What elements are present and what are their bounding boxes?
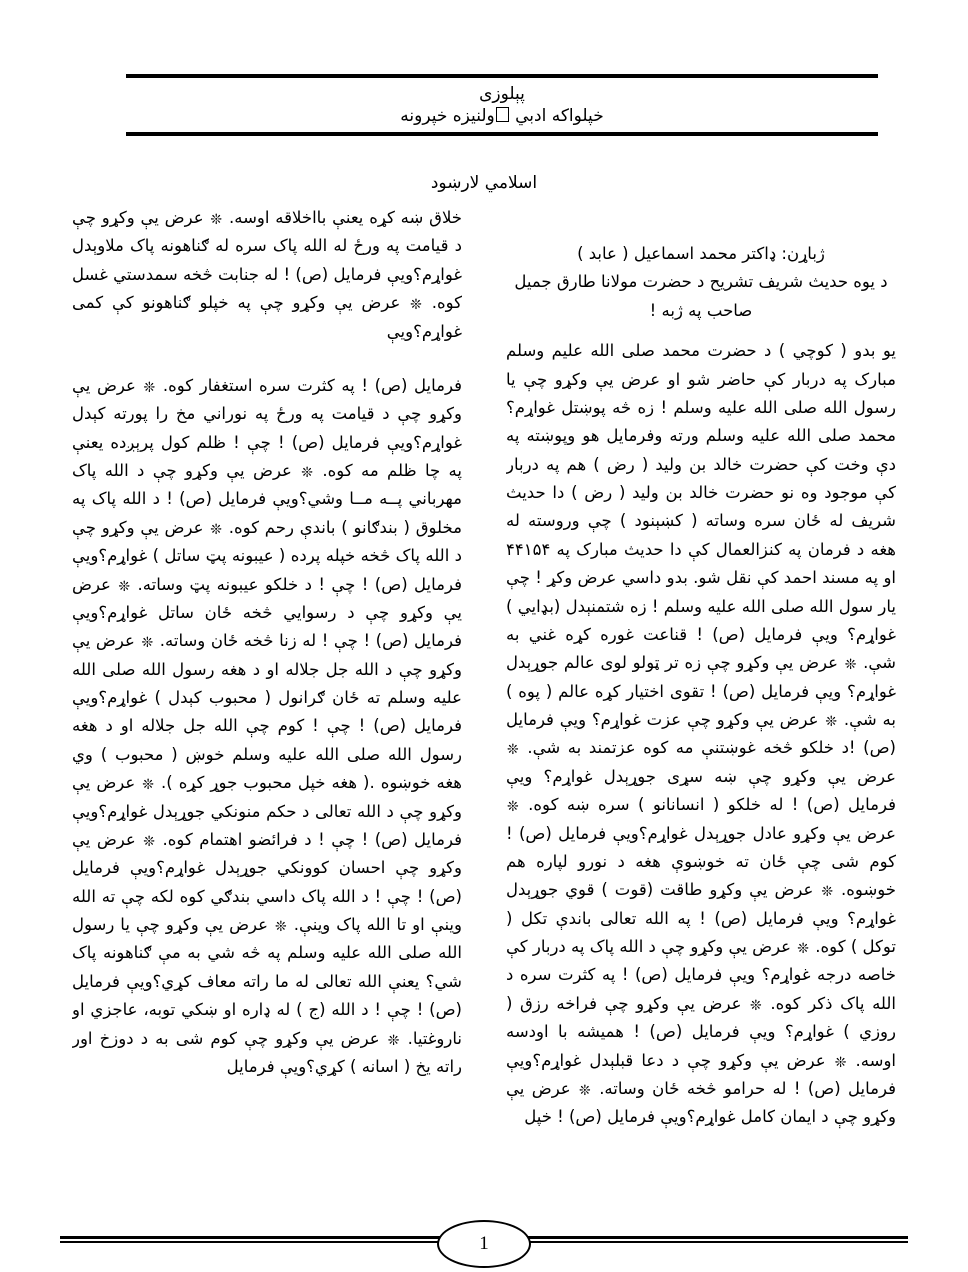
- column-right: [506, 204, 896, 1214]
- flower-bullet-icon: ❊: [825, 714, 838, 730]
- paragraph-text: عرض یې وکړو چې د دعا قبلېدل غواړم؟ویې فرمایل (ص) ! له حرامو څخه ځان وساته.: [506, 1050, 896, 1098]
- paragraph-text: عرض یې وکړو عادل جوړېدل غواړم؟ویې فرمایل (ص) ! کوم شی چې ځان ته خوښوې هغه د نورو لپاره هم خوښوه.: [506, 823, 896, 900]
- byline-source: د یوه حدیث شریف تشریح د حضرت مولانا طارق جمیل: [514, 272, 888, 292]
- paragraph-text: یو بدو ( کوچي ) د حضرت محمد صلی الله علیم وسلم مبارک په دربار کې حاضر شو او عرض یې وکړو چې یا رسول الله صلی الله علیه وسلم ! زه څه پوښتل غواړم؟محمد صلی الله علیه وسلم ورته وفرمایل هو وپوښته په دې وخت کې حضرت خالد بن ولید ( رض ) هم په دربار کې موجود وه نو حضرت خالد بن ولید ( رض ) دا حدیث شریف له ځان سره وساته ( کښېنود ) چې وروسته له هغه د فرمان په کنزالعمال کې دا حدیث مبارک په ۴۴۱۵۴ او په مسند احمد کې نقل شو. بدو داسي عرض وکړ ! چې یار سول الله صلی الله علیه وسلم ! زه شتمنېدل (بډایي ) غواړم؟ ویې فرمایل (ص) ! قناعت غوره کړه غني به شې.: [506, 341, 896, 673]
- subtitle-part-b: ولنیزه خپرونه: [400, 106, 495, 127]
- missing-glyph-box-icon: [496, 107, 509, 122]
- flower-bullet-icon: ❊: [797, 941, 810, 957]
- publication-subtitle: [126, 106, 878, 127]
- paragraph-text: عرض یې وکړو چې د قیامت په ورځ په نوراني مخ را پورته کېدل غواړم؟ویې فرمایل (ص) ! چې ! ظلم کول پرېږده یعنې په چا ظلم مه کوه.: [72, 375, 462, 480]
- paragraph-text: عرض یې وکړو چې د الله تعالی د حکم منونکي جوړېدل غواړم؟ویې فرمایل (ص) ! چې ! د فرائضو اهتمام کوه.: [72, 773, 462, 849]
- column-left: [72, 204, 462, 1214]
- flower-bullet-icon: ❊: [142, 777, 155, 794]
- flower-bullet-icon: ❊: [410, 297, 422, 314]
- flower-bullet-icon: ❊: [143, 379, 156, 396]
- paragraph-text: عرض یې وکړو چې د الله پاک په دربار کې خاصه درجه غواړم؟ ویې فرمایل (ص) ! په کثرت سره د الله پاک ذکر کوه.: [506, 937, 896, 1013]
- masthead-content: [126, 78, 878, 132]
- masthead: [126, 74, 878, 136]
- paragraph-text: عرض یې وکړو چې یا رسول الله صلی الله علیه وسلم په څه شي به مې ګناهونه پاک شي؟ یعنې الله تعالی له ما راته معاف کړي؟ویې فرمایل (ص) ! چې ! د الله (ج ) له ډاره او ښکي توبه، عاجزي او ناروغتیا.: [72, 915, 462, 1048]
- subtitle-part-a: خپلواکه ادبي: [509, 106, 604, 127]
- paragraph-text: عرض یې وکړو چې احسان کوونکي جوړېدل غواړم؟ویې فرمایل (ص) ! چې ! د الله پاک داسي بندګي کوه لکه چې ته الله وینې او تا الله پاک وینې.: [72, 829, 462, 934]
- flower-bullet-icon: ❊: [118, 578, 131, 595]
- byline-source-2: صاحب په ژبه !: [649, 300, 753, 320]
- flower-bullet-icon: ❊: [301, 465, 313, 481]
- paragraph-text: خلاق ښه کړه یعنې بااخلاقه اوسه.: [229, 208, 462, 227]
- paragraph: [506, 337, 896, 1132]
- flower-bullet-icon: ❊: [834, 1054, 847, 1071]
- paragraph: [72, 372, 462, 1081]
- masthead-rule-bottom: [126, 132, 878, 136]
- flower-bullet-icon: ❊: [507, 799, 519, 816]
- paragraph-text: عرض یې وکړو چې د الله پاک مهرباني پــه مــا وشي؟ویې فرمایل (ص) ! د الله پاک په مخلوق ( بندګانو ) باندې رحم کوه.: [72, 461, 462, 537]
- paragraph-text: عرض یې وکړو چې ښه سړی جوړېدل غواړم؟ ویې فرمایل (ص) ! له خلکو ( انسانانو ) سره ښه کوه.: [506, 766, 896, 815]
- flower-bullet-icon: ❊: [210, 212, 223, 228]
- flower-bullet-icon: ❊: [750, 997, 762, 1014]
- paragraph-text: عرض یې وکړو طاقت (قوت ) قوي جوړېدل غواړم؟ ویې فرمایل (ص) ! په الله تعالی باندې تکل ( توکل ) کوه.: [506, 880, 896, 956]
- paragraph-text: عرض یې وکړو چې کوم شی به د دوزخ اور راته یخ ( اسانه ) کړي؟ویې فرمایل: [72, 1028, 462, 1076]
- paragraph-text: فرمایل (ص) ! په کثرت سره استغفار کوه.: [162, 375, 462, 395]
- page-title: اسلامي لارښود: [430, 173, 538, 193]
- paragraph-text: عرض یې وکړو چې زه تر ټولو لوی عالم جوړېدل غواړم؟ ویې فرمایل (ص) ! تقوی اختیار کړه عالم ( پوه ) به شې.: [506, 653, 896, 729]
- page-number: 1: [437, 1220, 531, 1268]
- paragraph: [72, 204, 462, 346]
- article-columns: [72, 204, 896, 1214]
- publication-title: پېلوزی: [479, 84, 525, 104]
- flower-bullet-icon: ❊: [210, 521, 222, 538]
- byline: [506, 240, 896, 325]
- flower-bullet-icon: ❊: [821, 884, 834, 901]
- paragraph-text: عرض یې وکړو چې د قیامت په ورځ له الله پاک سره له ګناهونه پاک ملاوېدل غواړم؟ویې فرمایل (ص) ! له جنابت څخه سمدستي غسل کوه.: [72, 208, 462, 313]
- paragraph-text: عرض یې وکړو چې د ایمان کامل غواړم؟ویې فرمایل (ص) ! خپل: [506, 1078, 896, 1127]
- flower-bullet-icon: ❊: [143, 833, 155, 850]
- flower-bullet-icon: ❊: [507, 742, 519, 759]
- byline-translator: ژباړن: ډاکتر محمد اسماعیل ( عابد ): [577, 244, 825, 263]
- paragraph-text: عرض یې وکړو چې د الله پاک څخه خپله پرده ( عیبونه پټ ساتل ) غواړم؟ویې فرمایل (ص) ! چې ! د خلکو عیبونه پټ وساته.: [72, 517, 462, 594]
- paragraph-text: عرض یې وکړو چې د رسوایي څخه ځان ساتل غواړم؟ویې فرمایل (ص) ! چې ! له زنا څخه ځان وساته.: [72, 574, 462, 651]
- paragraph-text: عرض یې وکړو چې د الله جل جلاله او د هغه رسول الله صلی الله علیه وسلم ته ځان ګرانول ( محبوب کېدل ) غواړم؟ویې فرمایل (ص) ! چې ! کوم چې الله جل جلاله او د هغه رسول الله صلی الله علیه وسلم خوښ ( محبوب ) وي هغه خوښوه .( هغه خپل محبوب جوړ کړه ).: [72, 631, 462, 793]
- paragraph-text: عرض یې وکړو چې فراخه رزق ( روزي ) غواړم؟ ویې فرمایل (ص) ! همیشه با اودسه اوسه.: [506, 993, 896, 1070]
- paragraph-text: عرض یې وکړو چې په خپلو ګناهونو کې کمی غواړم؟ویې: [72, 293, 462, 341]
- page-footer: [60, 1233, 908, 1272]
- flower-bullet-icon: ❊: [274, 919, 287, 935]
- flower-bullet-icon: ❊: [579, 1082, 591, 1099]
- flower-bullet-icon: ❊: [387, 1032, 400, 1049]
- flower-bullet-icon: ❊: [844, 657, 857, 674]
- paragraph-text: عرض یې وکړو چې عزت غواړم؟ ویې فرمایل (ص) !د خلکو څخه غوښتنې مه کوه عزتمند به شې.: [506, 710, 896, 758]
- flower-bullet-icon: ❊: [141, 635, 154, 652]
